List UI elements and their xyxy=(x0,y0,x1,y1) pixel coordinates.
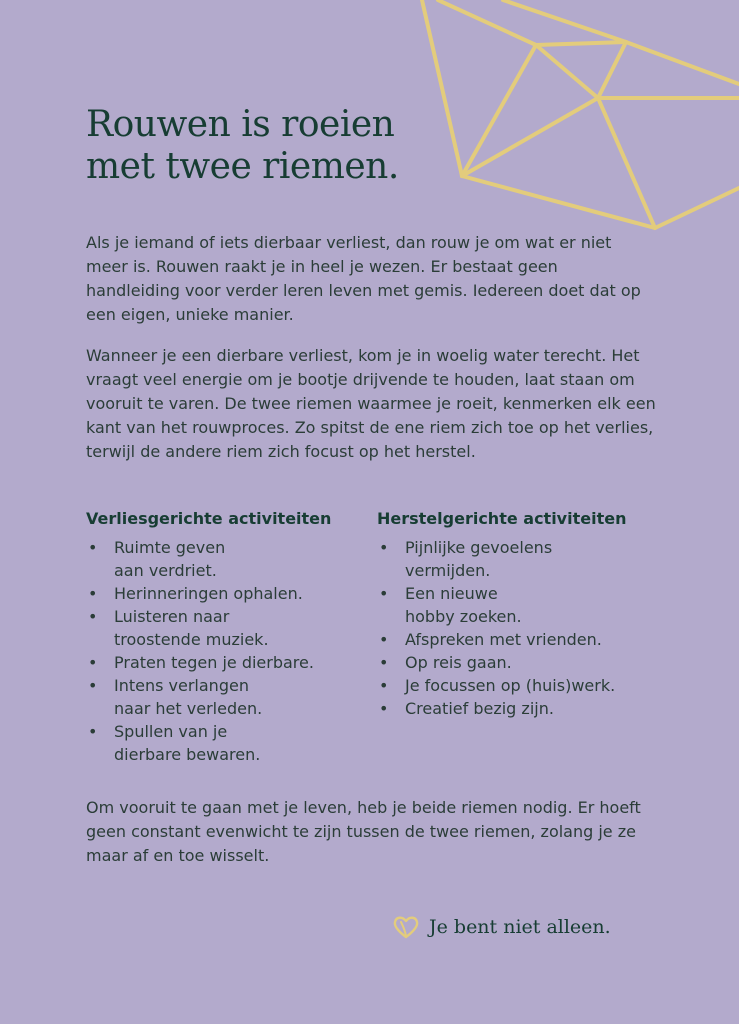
bullet: • xyxy=(379,630,389,649)
recovery-list xyxy=(377,536,677,720)
tagline xyxy=(392,914,611,940)
page-title-line-1: Rouwen is roeien xyxy=(86,104,395,145)
list-item: • Intens verlangen naar het verleden. xyxy=(88,676,263,718)
outro-text: Om vooruit te gaan met je leven, heb je beide riemen nodig. Er hoeft geen constant evenwicht te zijn tussen de twee riemen, zolang je ze maar af en toe wisselt. xyxy=(86,798,641,865)
list-item: • Luisteren naar troostende muziek. xyxy=(88,607,269,649)
intro-text xyxy=(86,231,656,481)
bullet: • xyxy=(88,607,98,626)
bullet: • xyxy=(88,584,98,603)
heart-outline-icon xyxy=(392,914,420,940)
list-item: • Een nieuwe hobby zoeken. xyxy=(379,584,522,626)
bullet: • xyxy=(88,538,98,557)
list-item: • Praten tegen je dierbare. xyxy=(88,653,314,672)
bullet: • xyxy=(379,584,389,603)
list-item: • Creatief bezig zijn. xyxy=(379,699,554,718)
intro-paragraph-2: Wanneer je een dierbare verliest, kom je in woelig water terecht. Het vraagt veel energie om je bootje drijvende te houden, laat staan om vooruit te varen. De twee riemen waarmee je roeit, kenmerken elk een kant van het rouwproces. Zo spitst de ene riem zich toe op het verlies, terwijl de andere riem zich focust op het herstel. xyxy=(86,346,656,461)
intro-paragraph-1: Als je iemand of iets dierbaar verliest, dan rouw je om wat er niet meer is. Rouwen raakt je in heel je wezen. Er bestaat geen handleiding voor verder leren leven met gemis. Iedereen doet dat op een eigen, unieke manier. xyxy=(86,233,641,324)
recovery-column xyxy=(377,507,677,720)
list-item: • Herinneringen ophalen. xyxy=(88,584,303,603)
recovery-heading: Herstelgerichte activiteiten xyxy=(377,509,627,528)
list-item: • Afspreken met vrienden. xyxy=(379,630,602,649)
bullet: • xyxy=(379,699,389,718)
list-item: • Ruimte geven aan verdriet. xyxy=(88,538,226,580)
bullet: • xyxy=(379,653,389,672)
list-item: • Spullen van je dierbare bewaren. xyxy=(88,722,261,764)
bullet: • xyxy=(379,676,389,695)
loss-list xyxy=(86,536,376,766)
bullet: • xyxy=(88,676,98,695)
loss-column xyxy=(86,507,376,766)
bullet: • xyxy=(88,653,98,672)
list-item: • Je focussen op (huis)werk. xyxy=(379,676,616,695)
loss-heading: Verliesgerichte activiteiten xyxy=(86,509,332,528)
list-item: • Op reis gaan. xyxy=(379,653,512,672)
bullet: • xyxy=(379,538,389,557)
page-title xyxy=(86,104,399,188)
tagline-text: Je bent niet alleen. xyxy=(429,916,611,938)
list-item: • Pijnlijke gevoelens vermijden. xyxy=(379,538,553,580)
bullet: • xyxy=(88,722,98,741)
page-title-line-2: met twee riemen. xyxy=(86,146,399,187)
